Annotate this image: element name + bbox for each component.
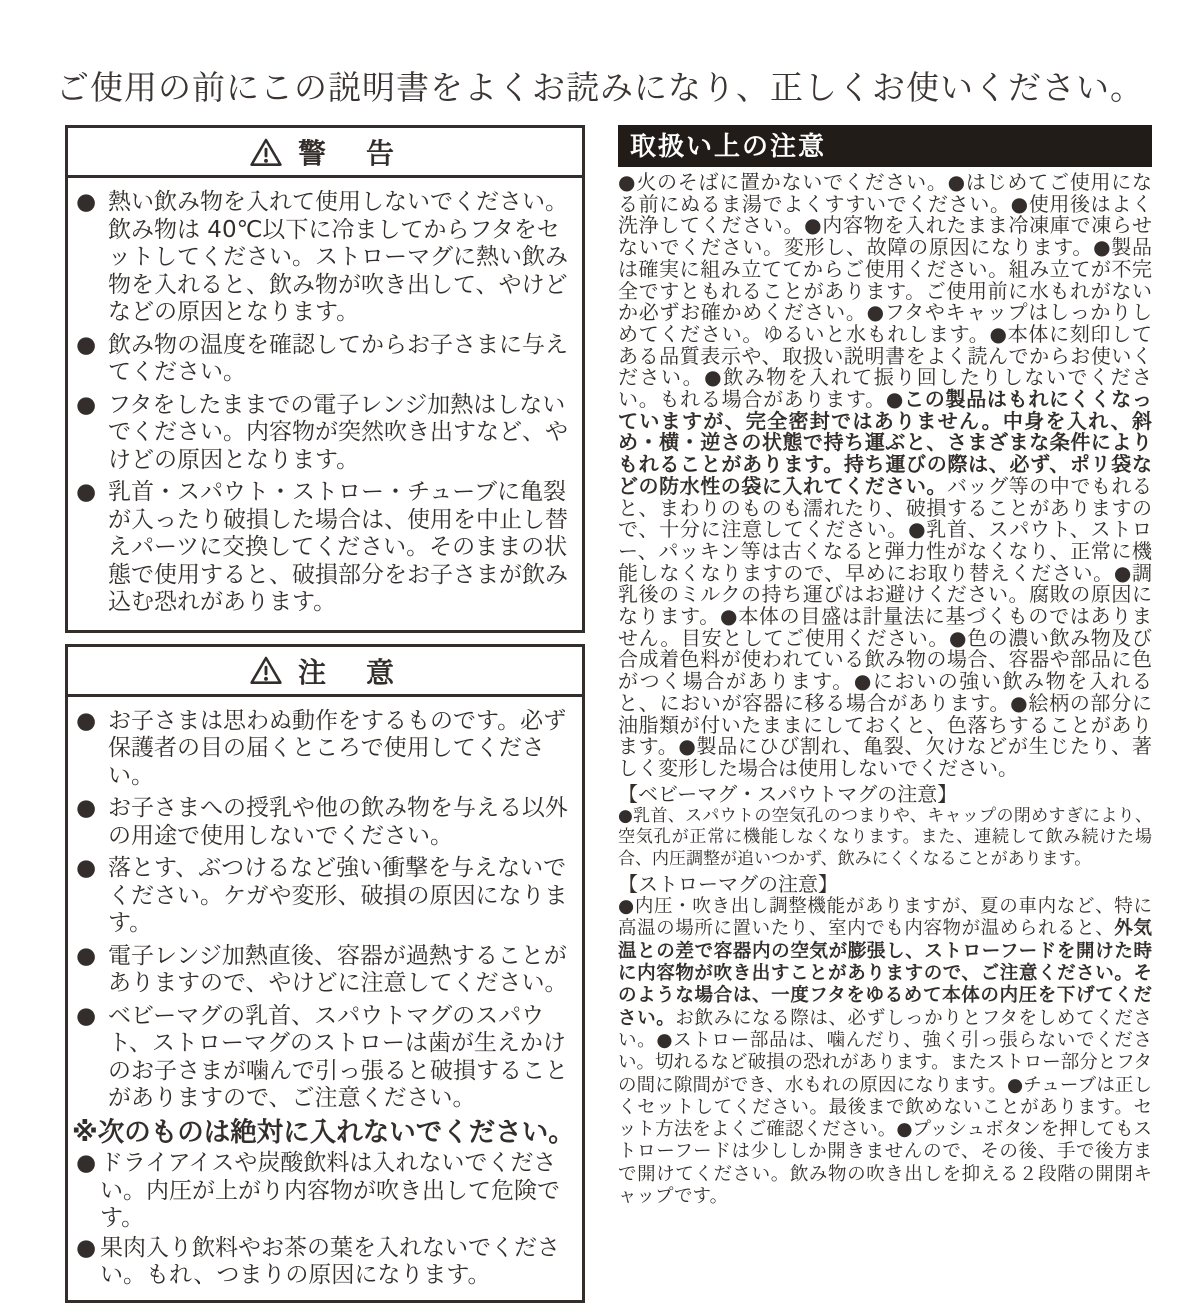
list-item — [76, 479, 578, 617]
list-item — [76, 1235, 578, 1290]
text-block — [618, 873, 1152, 896]
list-item-text: ベビーマグの乳首、スパウトマグのスパウト、ストローマグのストローは歯が生えかけのお子さまが噛んで引っ張ると破損することがありますので、ご注意ください。 — [108, 1002, 568, 1111]
bullet-icon: ● — [76, 942, 97, 969]
content-columns — [65, 125, 1152, 1303]
bullet-icon: ● — [76, 1150, 97, 1176]
body-text: 【ストローマグの注意】 — [618, 872, 838, 897]
warning-box-header — [68, 128, 582, 178]
list-item — [76, 855, 578, 938]
bullet-icon: ● — [76, 391, 97, 418]
body-text: お飲みになる際は、必ずしっかりとフタをしめてください。●ストロー部品は、噛んだり、強く引っ張らないでください。切れるなど破損の恐れがあります。またストロー部分とフタの間に隙間ができ、水もれの原因になります。●チューブは正しくセットしてください。最後まで飲めないことがあります。セット方法をよくご確認ください。●プッシュボタンを押してもストローフードは少ししか開きませんので、その後、手で後方まで開けてください。飲み物の吹き出しを抑える２段階の開閉キャップです。 — [618, 1007, 1152, 1208]
body-text: バッグ等の中でもれると、まわりのものも濡れたり、破損することがありますので、十分に注意してください。●乳首、スパウト、ストロー、パッキン等は古くなると弾力性がなくなり、正常に機能しなくなりますので、早めにお取り替えください。●調乳後のミルクの持ち運びはお避けください。腐敗の原因になります。●本体の目盛は計量法に基づくものではありません。目安としてご使用ください。●色の濃い飲み物及び合成着色料が使われている飲み物の場合、容器や部品に色がつく場合があります。●においの強い飲み物を入れると、においが容器に移る場合があります。●絵柄の部分に油脂類が付いたままにしておくと、色落ちすることがあります。●製品にひび割れ、亀裂、欠けなどが生じたり、著しく変形した場合は使用しないでください。 — [618, 473, 1153, 780]
caution-title: 注 意 — [297, 655, 400, 689]
body-text: ●内圧・吹き出し調整機能がありますが、夏の車内など、特に高温の場所に置いたり、室内でも内容物が温められると、 — [618, 896, 1152, 940]
body-text: ●火のそばに置かないでください。●はじめてご使用になる前にぬるま湯でよくすすいでください。●使用後はよく洗浄してください。●内容物を入れたまま冷凍庫で凍らせないでください。変形し、故障の原因になります。●製品は確実に組み立ててからご使用ください。組み立てが不完全ですともれることがあります。ご使用前に水もれがないか必ずお確かめください。●フタやキャップはしっかりしめてください。ゆるいと水もれします。●本体に刻印してある品質表示や、取扱い説明書をよく読んでからお使いください。●飲み物を入れて振り回したりしないでください。もれる場合があります。 — [618, 170, 1152, 412]
list-item — [76, 1150, 578, 1233]
warning-list — [68, 178, 582, 630]
list-item-text: 電子レンジ加熱直後、容器が過熱することがありますので、やけどに注意してください。 — [108, 942, 568, 996]
list-item — [76, 189, 578, 327]
text-block — [618, 896, 1152, 1208]
bullet-icon: ● — [76, 707, 97, 734]
bullet-icon: ● — [76, 795, 97, 821]
prohibited-items-heading: ※次のものは絶対に入れないでください。 — [72, 1116, 575, 1148]
list-item-text: 熱い飲み物を入れて使用しないでください。飲み物は 40℃以下に冷ましてからフタをセットしてください。ストローマグに熱い飲み物を入れると、飲み物が吹き出して、やけどなどの原因となります。 — [108, 189, 568, 325]
body-text: 【ベビーマグ・スパウトマグの注意】 — [618, 781, 958, 806]
list-item — [76, 795, 578, 850]
text-block — [618, 172, 1152, 780]
list-item — [76, 943, 578, 998]
list-item — [76, 392, 578, 475]
bullet-icon: ● — [76, 855, 97, 881]
bullet-icon: ● — [76, 479, 97, 505]
caution-triangle-icon — [250, 656, 282, 685]
emphasized-text: 外気温との差で容器内の空気が膨張し、ストローフードを開けた時に内容物が吹き出すことがありますので、ご注意ください。そのような場合は、一度フタをゆるめて本体の内圧を下げてください。 — [618, 918, 1152, 1029]
prohibited-items-list — [76, 1150, 578, 1290]
text-block — [618, 783, 1152, 806]
caution-list — [76, 708, 578, 1113]
body-text: ●乳首、スパウトの空気孔のつまりや、キャップの閉めすぎにより、空気孔が正常に機能しなくなります。また、連続して飲み続けた場合、内圧調整が追いつかず、飲みにくくなることがあります。 — [618, 805, 1152, 869]
page-title: ご使用の前にこの説明書をよくお読みになり、正しくお使いください。 — [56, 68, 1144, 107]
bullet-icon: ● — [76, 331, 97, 358]
list-item-text: 飲み物の温度を確認してからお子さまに与えてください。 — [108, 331, 568, 385]
list-item-text: 落とす、ぶつけるなど強い衝撃を与えないでください。ケガや変形、破損の原因になります。 — [108, 855, 568, 936]
right-column — [618, 125, 1152, 1208]
handling-notes-title: 取扱い上の注意 — [618, 125, 1152, 167]
caution-box-header — [68, 647, 582, 697]
handling-notes-text — [618, 172, 1152, 1208]
text-block — [618, 806, 1152, 871]
list-item-text: 乳首・スパウト・ストロー・チューブに亀裂が入ったり破損した場合は、使用を中止し替えパーツに交換してください。そのままの状態で使用すると、破損部分をお子さまが飲み込む恐れがあります。 — [108, 479, 568, 615]
bullet-icon: ● — [76, 1234, 97, 1261]
list-item-text: お子さまへの授乳や他の飲み物を与える以外の用途で使用しないでください。 — [108, 795, 568, 849]
list-item-text: お子さまは思わぬ動作をするものです。必ず保護者の目の届くところで使用してください。 — [108, 707, 567, 789]
list-item-text: ドライアイスや炭酸飲料は入れないでください。内圧が上がり内容物が吹き出して危険です。 — [100, 1150, 560, 1231]
warning-title: 警 告 — [297, 137, 400, 170]
emphasized-text: ●この製品はもれにくくなっていますが、完全密封ではありません。中身を入れ、斜め・横・逆さの状態で持ち運ぶと、さまざまな条件によりもれることがあります。持ち運びの際は、必ず、ポリ袋などの防水性の袋に入れてください。 — [618, 387, 1153, 498]
left-column — [65, 125, 585, 1303]
caution-box — [65, 644, 585, 1303]
list-item — [76, 1003, 578, 1113]
list-item — [76, 332, 578, 387]
warning-box — [65, 125, 585, 633]
caution-body — [68, 697, 582, 1300]
bullet-icon: ● — [76, 1002, 97, 1029]
list-item — [76, 708, 578, 791]
bullet-icon: ● — [76, 189, 97, 215]
list-item-text: 果肉入り飲料やお茶の葉を入れないでください。もれ、つまりの原因になります。 — [100, 1234, 560, 1288]
list-item-text: フタをしたままでの電子レンジ加熱はしないでください。内容物が突然吹き出すなど、やけどの原因となります。 — [108, 391, 568, 473]
warning-triangle-icon — [250, 138, 282, 167]
